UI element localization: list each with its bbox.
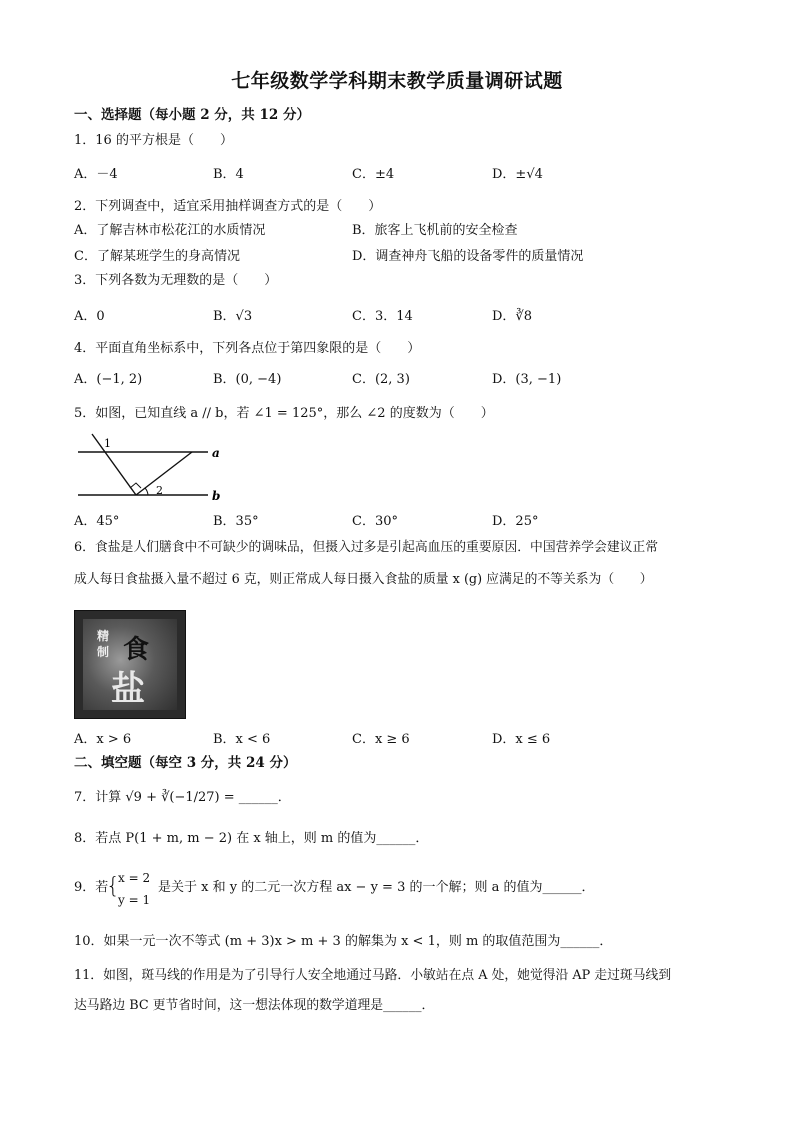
system-brace: {	[106, 874, 120, 899]
q4-option-b: B．(0, −4)	[213, 372, 282, 387]
question-2-stem: 2．下列调查中，适宜采用抽样调查方式的是（ ）	[74, 199, 382, 214]
q5-option-b: B．35°	[213, 514, 259, 529]
q6-option-c: C．x ≥ 6	[352, 732, 410, 747]
question-6-stem-line2: 成人每日食盐摄入量不超过 6 克，则正常成人每日摄入食盐的质量 x (g) 应满足的不等关系为（ ）	[74, 572, 653, 587]
q4-option-a: A．(−1, 2)	[74, 372, 143, 387]
q4-option-c: C．(2, 3)	[352, 372, 410, 387]
section-heading-fill-in: 二、填空题（每空 3 分，共 24 分）	[74, 755, 297, 771]
photo-char-small2: 制	[97, 645, 110, 659]
question-7-stem: 7．计算 √9 + ∛(−1/27) = ______．	[74, 790, 291, 805]
q9-system-line2: y = 1	[118, 893, 151, 907]
question-11-line2: 达马路边 BC 更节省时间，这一想法体现的数学道理是______．	[74, 998, 435, 1013]
q5-option-c: C．30°	[352, 514, 398, 529]
question-10-stem: 10．如果一元一次不等式 (m + 3)x > m + 3 的解集为 x < 1，则 m 的取值范围为______．	[74, 934, 613, 949]
angle-2-arc	[145, 488, 148, 495]
q3-option-a: A．0	[74, 309, 105, 324]
right-angle-mark	[130, 483, 141, 488]
question-9-suffix: 是关于 x 和 y 的二元一次方程 ax − y = 3 的一个解；则 a 的值为______．	[158, 880, 595, 895]
q1-option-c: C．±4	[352, 167, 395, 182]
photo-char-big2: 盐	[111, 669, 145, 709]
q1-option-d: D．±√4	[492, 167, 543, 182]
question-3-stem: 3．下列各数为无理数的是（ ）	[74, 273, 278, 288]
question-1-stem: 1．16 的平方根是（ ）	[74, 133, 233, 148]
section-heading-choice: 一、选择题（每小题 2 分，共 12 分）	[74, 107, 310, 123]
q2-option-c: C．了解某班学生的身高情况	[74, 249, 240, 264]
transversal-left	[92, 434, 136, 495]
question-6-stem-line1: 6．食盐是人们膳食中不可缺少的调味品，但摄入过多是引起高血压的重要原因．中国营养学会建议正常	[74, 540, 659, 555]
salt-package-photo	[74, 610, 186, 719]
q2-option-d: D．调查神舟飞船的设备零件的质量情况	[352, 249, 584, 264]
q6-option-b: B．x < 6	[213, 732, 271, 747]
q9-system-line1: x = 2	[118, 871, 151, 885]
q2-option-b: B．旅客上飞机前的安全检查	[352, 223, 518, 238]
q4-option-d: D．(3, −1)	[492, 372, 562, 387]
line-a-label: a	[212, 446, 220, 460]
question-9-prefix: 9．若	[74, 880, 109, 895]
parallel-lines-figure	[74, 432, 234, 504]
transversal-right	[136, 452, 192, 495]
angle-1-label: 1	[104, 437, 111, 450]
q6-option-d: D．x ≤ 6	[492, 732, 551, 747]
q1-option-a: A．－4	[74, 167, 118, 182]
question-4-stem: 4．平面直角坐标系中，下列各点位于第四象限的是（ ）	[74, 341, 421, 356]
q3-option-b: B．√3	[213, 309, 253, 324]
question-11-line1: 11．如图，斑马线的作用是为了引导行人安全地通过马路．小敏站在点 A 处，她觉得沿 AP 走过斑马线到	[74, 968, 672, 983]
line-b-label: b	[212, 489, 221, 503]
q2-option-a: A．了解吉林市松花江的水质情况	[74, 223, 266, 238]
angle-2-label: 2	[156, 484, 163, 497]
question-8-stem: 8．若点 P(1 + m, m − 2) 在 x 轴上，则 m 的值为______．	[74, 831, 429, 846]
photo-char-small1: 精	[97, 629, 110, 643]
q1-option-b: B．4	[213, 167, 244, 182]
q5-option-a: A．45°	[74, 514, 120, 529]
q5-option-d: D．25°	[492, 514, 539, 529]
page-title: 七年级数学学科期末教学质量调研试题	[231, 70, 563, 92]
question-5-stem: 5．如图，已知直线 a // b，若 ∠1 = 125°，那么 ∠2 的度数为（ ）	[74, 406, 494, 421]
photo-char-big1: 食	[123, 635, 150, 665]
q6-option-a: A．x > 6	[74, 732, 132, 747]
q3-option-d: D．∛8	[492, 309, 532, 324]
parallel-lines-svg	[74, 432, 234, 504]
q3-option-c: C．3．14	[352, 309, 413, 324]
